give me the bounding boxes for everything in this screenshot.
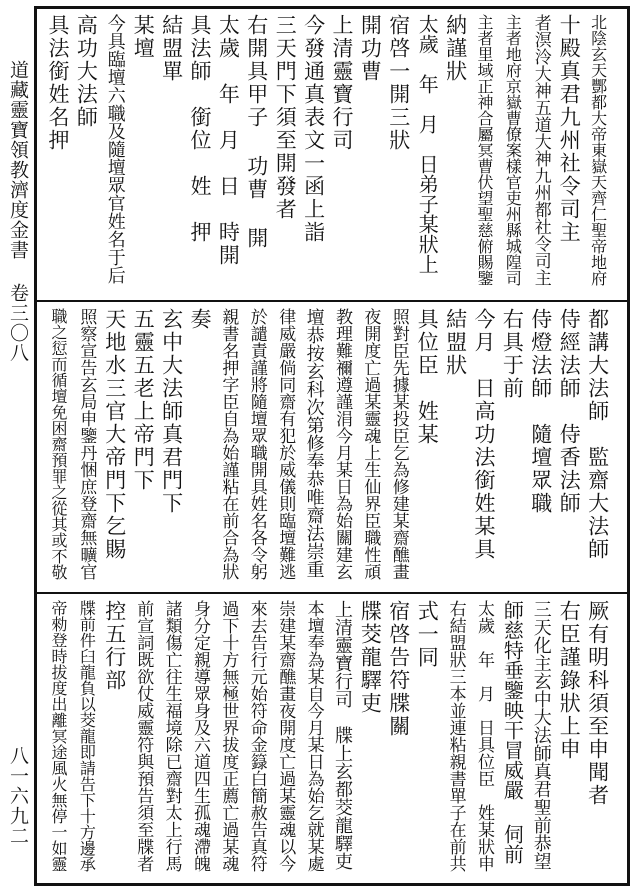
text-column: 右具于前 — [500, 308, 525, 400]
text-column: 太歲 年 月 日弟子某狀上 — [415, 14, 440, 274]
text-column: 式一同 — [415, 600, 440, 669]
text-column: 太歲 年 月 日 時開 — [216, 14, 241, 267]
text-column: 十殿真君九州社令司主 — [557, 14, 582, 244]
text-column: 北陰玄天酆都大帝東嶽天齊仁聖帝地府 — [588, 14, 608, 286]
text-column: 玄中大法師真君門下 — [159, 308, 184, 515]
text-column: 具法師 銜位 姓 押 — [188, 14, 212, 244]
text-column: 照對臣先據某投臣乞為修建某齋醮畫 — [388, 308, 409, 580]
text-column: 高功大法師 — [74, 14, 99, 129]
text-column: 奏 — [188, 308, 212, 331]
text-column: 主者地府京嶽曹僚案樣官吏州縣城隍司 — [503, 14, 523, 286]
margin-page-number: 八一六九二 — [7, 746, 29, 846]
text-column: 上清靈寶行司 — [330, 14, 354, 152]
text-column: 上清靈寶行司 牒上玄都茭龍驛吏 — [332, 600, 353, 870]
text-column: 結盟狀 — [443, 308, 468, 377]
margin-title: 道藏靈寶領教濟度金書 卷三〇八 — [7, 60, 29, 363]
text-column: 結盟單 — [159, 14, 184, 83]
text-column: 師慈特垂鑒映干冒威嚴 伺前 — [500, 600, 525, 864]
text-column: 厥有明科須至申聞者 — [585, 600, 610, 807]
text-column: 夜開度亡過某靈魂上生仙界臣職性頑 — [360, 308, 381, 580]
text-column: 宿啓告符牒關 — [386, 600, 411, 738]
text-column: 今發通真表文一函上詣 — [301, 14, 326, 244]
text-column: 右開具甲子 功曹 開 — [244, 14, 269, 250]
panel-divider-upper — [37, 300, 627, 302]
text-column: 右臣謹錄狀上申 — [557, 600, 582, 761]
text-column: 今具臨壇六職及隨壇眾官姓名于后 — [104, 14, 126, 284]
text-column: 過下十方無極世界拔度正薦亡過某魂 — [218, 600, 239, 872]
text-column: 牒前件臼龍負以茭龍即請告下十方邊承 — [77, 600, 97, 872]
text-column: 都講大法師 監齋大法師 — [585, 308, 610, 561]
text-column: 親書名押字臣自為始謹粘在前合為狀 — [218, 308, 239, 580]
text-column: 侍燈法師 隨壇眾職 — [528, 308, 553, 515]
text-column: 今月 日高功法銜姓某具 — [472, 308, 496, 561]
text-column: 來去告行元始符命金籙白簡赦告真符 — [246, 600, 267, 872]
text-column: 三天門下須至開發者 — [273, 14, 298, 221]
text-column: 開功曹 — [358, 14, 383, 83]
text-column: 太歲 年 月 日具位臣 姓某狀申 — [474, 600, 494, 872]
text-column: 某壇 — [131, 14, 156, 60]
text-column: 者溟泠大神五道大神九州都社令司主 — [530, 14, 551, 286]
text-column: 具位臣 姓某 — [415, 308, 440, 446]
text-column: 帝勑登時拔度出離冥途風火無停一如靈 — [49, 600, 68, 872]
text-column: 三天化主玄中大法師真君聖前恭望 — [530, 600, 552, 870]
text-column: 納謹狀 — [443, 14, 468, 83]
text-column: 具法銜姓名押 — [46, 14, 70, 152]
text-column: 律威嚴倘同齋有犯於威儀則臨壇難逃 — [275, 308, 296, 580]
text-column: 牒茭龍驛吏 — [358, 600, 383, 715]
text-column: 崇建某齋醮畫夜開度亡過某靈魂以今 — [275, 600, 296, 872]
text-column: 本壇奉為某自今月某日為始乞就某處 — [303, 600, 324, 872]
text-column: 宿啓一開三狀 — [386, 14, 411, 152]
text-column: 身分定親導眾身及六道四生孤魂滯魄 — [190, 600, 210, 872]
text-column: 壇恭按玄科次第修奉恭唯齋法崇重 — [303, 308, 325, 578]
text-column: 天地水三官大帝門下乞賜 — [102, 308, 127, 561]
panel-divider-lower — [37, 592, 627, 594]
text-column: 職之愆而循壇免困齋預罪之從其或不敬 — [49, 308, 68, 580]
text-column: 主者里域正神合屬冥曹伏望聖慈俯賜鑒 — [475, 14, 494, 286]
text-column: 五靈五老上帝門下 — [131, 308, 156, 492]
text-column: 教理難禰遵謹涓今月某日為始關建玄 — [332, 308, 352, 580]
text-column: 前宣詞既欲仗威靈符與預告須至牒者 — [133, 600, 154, 872]
text-column: 右結盟狀三本並連粘親書單子在前共 — [445, 600, 466, 872]
text-column: 控五行部 — [102, 600, 127, 692]
text-column: 照察宣告玄局申鑒丹悃庶登齋無曠官 — [76, 308, 97, 580]
text-column: 諸類傷亡往生福境除已齋對太上行馬 — [161, 600, 182, 872]
text-column: 侍經法師 侍香法師 — [557, 308, 582, 515]
text-column: 於譴責謹將隨壇眾職開具姓名各令躬 — [246, 308, 267, 580]
